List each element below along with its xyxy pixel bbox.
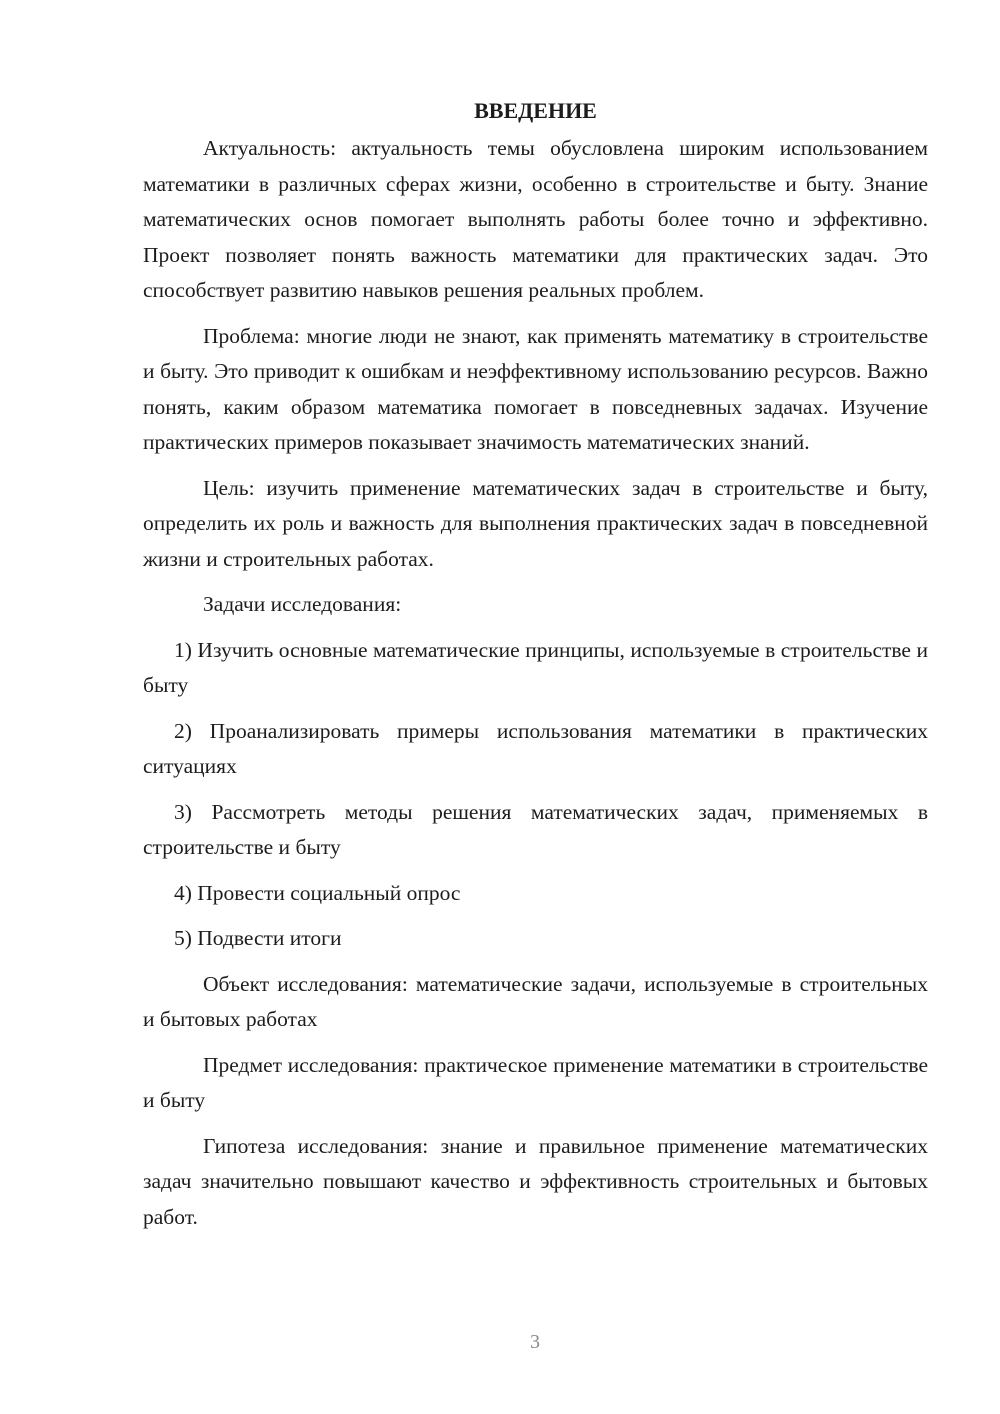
paragraph-object: Объект исследования: математические задачи, используемые в строительных и бытовых работах — [143, 971, 928, 1031]
section-title: ВВЕДЕНИЕ — [474, 98, 597, 123]
task-item-5: 5) Подвести итоги — [174, 926, 342, 950]
page-number: 3 — [530, 1331, 540, 1353]
paragraph-problem: Проблема: многие люди не знают, как применять математику в строительстве и быту. Это приводит к ошибкам и неэффективному использованию ресурсов. Важно понять, каким образом математика помогает в повседневных задачах. Изучение практических примеров показывает значимость математических знаний. — [143, 323, 928, 454]
task-item-4: 4) Провести социальный опрос — [174, 880, 461, 905]
paragraph-hypothesis: Гипотеза исследования: знание и правильное применение математических задач значительно повышают качество и эффективность строительных и бытовых работ. — [143, 1133, 928, 1229]
paragraph-subject: Предмет исследования: практическое применение математики в строительстве и быту — [143, 1052, 928, 1112]
paragraph-goal: Цель: изучить применение математических задач в строительстве и быту, определить их роль и важность для выполнения практических задач в повседневной жизни и строительных работах. — [143, 475, 928, 571]
task-item-2: 2) Проанализировать примеры использования математики в практических ситуациях — [143, 718, 928, 778]
task-item-3: 3) Рассмотреть методы решения математических задач, применяемых в строительстве и быту — [143, 799, 928, 859]
task-item-1: 1) Изучить основные математические принципы, используемые в строительстве и быту — [143, 637, 928, 697]
paragraph-relevance: Актуальность: актуальность темы обусловлена широким использованием математики в различных сферах жизни, особенно в строительстве и быту. Знание математических основ помогает выполнять работы более точно и эффективно. Проект позволяет понять важность математики для практических задач. Это способствует развитию навыков решения реальных проблем. — [143, 136, 928, 302]
paragraph-tasks-heading: Задачи исследования: — [203, 592, 402, 616]
document-page — [143, 92, 928, 1245]
